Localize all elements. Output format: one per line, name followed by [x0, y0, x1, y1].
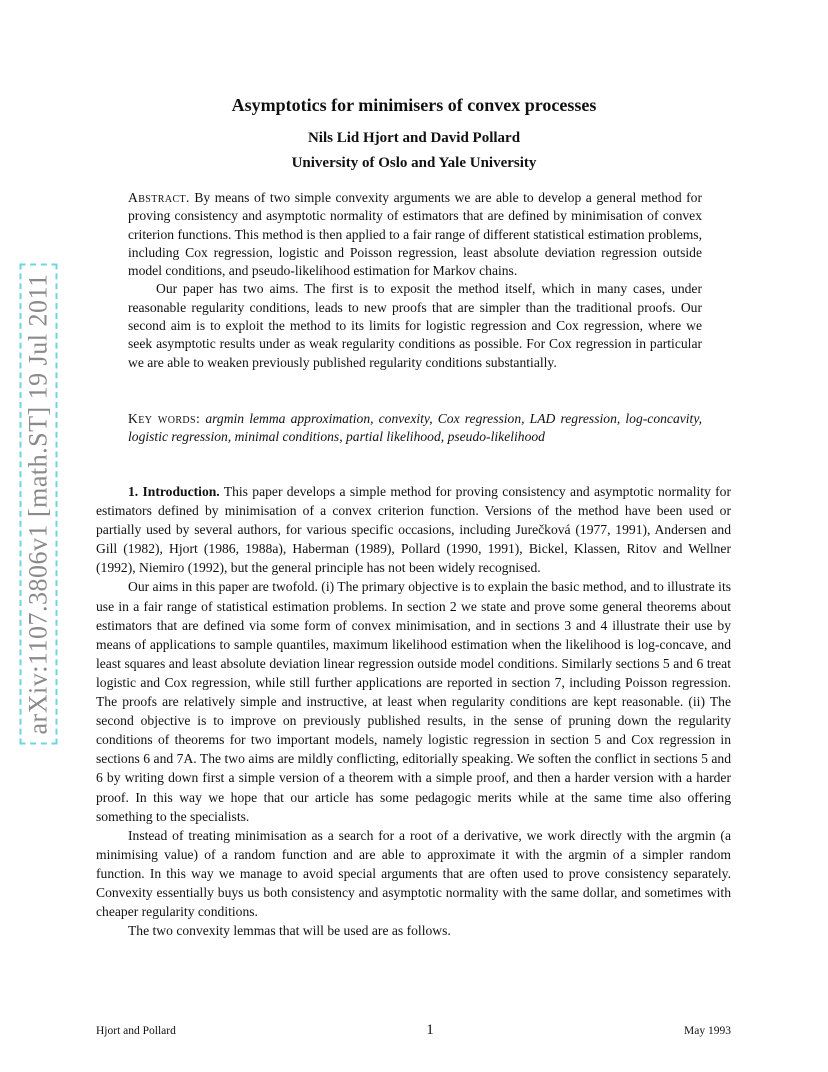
intro-text-1: This paper develops a simple method for proving consistency and asymptotic normality for estimators defined by minimisation of a convex criterion function. Versions of the method have been used or partially used by several authors, for various specific occasions, including Jurečková (1977, 1991), Andersen and Gill (1982), Hjort (1986, 1988a), Haberman (1989), Pollard (1990, 1991), Bickel, Klassen, Ritov and Wellner (1992), Niemiro (1992), but the general principle has not been widely recognised.	[96, 484, 731, 576]
section-heading: 1. Introduction.	[128, 484, 220, 499]
footer-date: May 1993	[684, 1025, 731, 1037]
intro-paragraph-3: Instead of treating minimisation as a search for a root of a derivative, we work directly with the argmin (a minimising value) of a random function and are able to approximate it with the argmin of a simpler random function. In this way we manage to avoid special arguments that are often used to prove consistency separately. Convexity essentially buys us both consistency and asymptotic normality with the same dollar, and sometimes with cheaper regularity conditions.	[96, 827, 731, 920]
paper-title: Asymptotics for minimisers of convex processes	[231, 95, 597, 115]
abstract-paragraph-1	[128, 189, 702, 280]
abstract-text-1: By means of two simple convexity arguments we are able to develop a general method for proving consistency and asymptotic normality of estimators that are defined by minimisation of convex criterion functions. This method is then applied to a fair range of different statistical estimation problems, including Cox regression, logistic and Poisson regression, least absolute deviation regression outside model conditions, and pseudo-likelihood estimation for Markov chains.	[128, 190, 702, 279]
intro-paragraph-2: Our aims in this paper are twofold. (i) The primary objective is to explain the basic method, and to illustrate its use in a fair range of statistical estimation problems. In section 2 we state and prove some general theorems about estimators that are defined via some form of convex minimisation, and in sections 3 and 4 illustrate their use by means of applications to sample quantiles, maximum likelihood estimation when the likelihood is log-concave, and least squares and least absolute deviation linear regression outside model conditions. Similarly sections 5 and 6 treat logistic and Cox regression, while still further applications are reported in section 7, including Poisson regression. The proofs are relatively simple and instructive, at least when regularity conditions are kept reasonable. (ii) The second objective is to improve on previously published results, in the sense of pruning down the regularity conditions of theorems for two important models, namely logistic regression in section 5 and Cox regression in sections 6 and 7A. The two aims are mildly conflicting, editorially speaking. We soften the conflict in sections 5 and 6 by writing down first a simple version of a theorem with a simple proof, and then a harder version with a harder proof. In this way we hope that our article has some pedagogic merits while at the same time also offering something to the specialists.	[96, 579, 732, 824]
page-footer	[96, 1022, 731, 1039]
abstract-paragraph-2: Our paper has two aims. The first is to exposit the method itself, which in many cases, under reasonable regularity conditions, leads to new proofs that are simpler than the traditional proofs. Our second aim is to exploit the method to its limits for logistic regression and Cox regression, where we seek asymptotic results under as weak regularity conditions as possible. For Cox regression in particular we are able to weaken previously published regularity conditions substantially.	[128, 281, 702, 370]
keywords-text: argmin lemma approximation, convexity, Cox regression, LAD regression, log-concavity, logistic regression, minimal conditions, partial likelihood, pseudo-likelihood	[128, 411, 703, 445]
keywords	[128, 410, 702, 447]
abstract-label: Abstract.	[128, 190, 190, 205]
keywords-label: Key words:	[128, 411, 201, 426]
paper-affiliation: University of Oslo and Yale University	[291, 155, 537, 171]
intro-paragraph-1	[96, 482, 731, 577]
page-number: 1	[426, 1022, 434, 1038]
arxiv-stamp-text: arXiv:1107.3806v1 [math.ST] 19 Jul 2011	[19, 264, 57, 745]
abstract	[128, 189, 702, 372]
intro-paragraph-4: The two convexity lemmas that will be used are as follows.	[128, 923, 451, 939]
footer-authors: Hjort and Pollard	[96, 1025, 176, 1037]
paper-authors: Nils Lid Hjort and David Pollard	[307, 130, 521, 146]
introduction-section	[96, 482, 731, 940]
arxiv-stamp	[22, 262, 54, 746]
